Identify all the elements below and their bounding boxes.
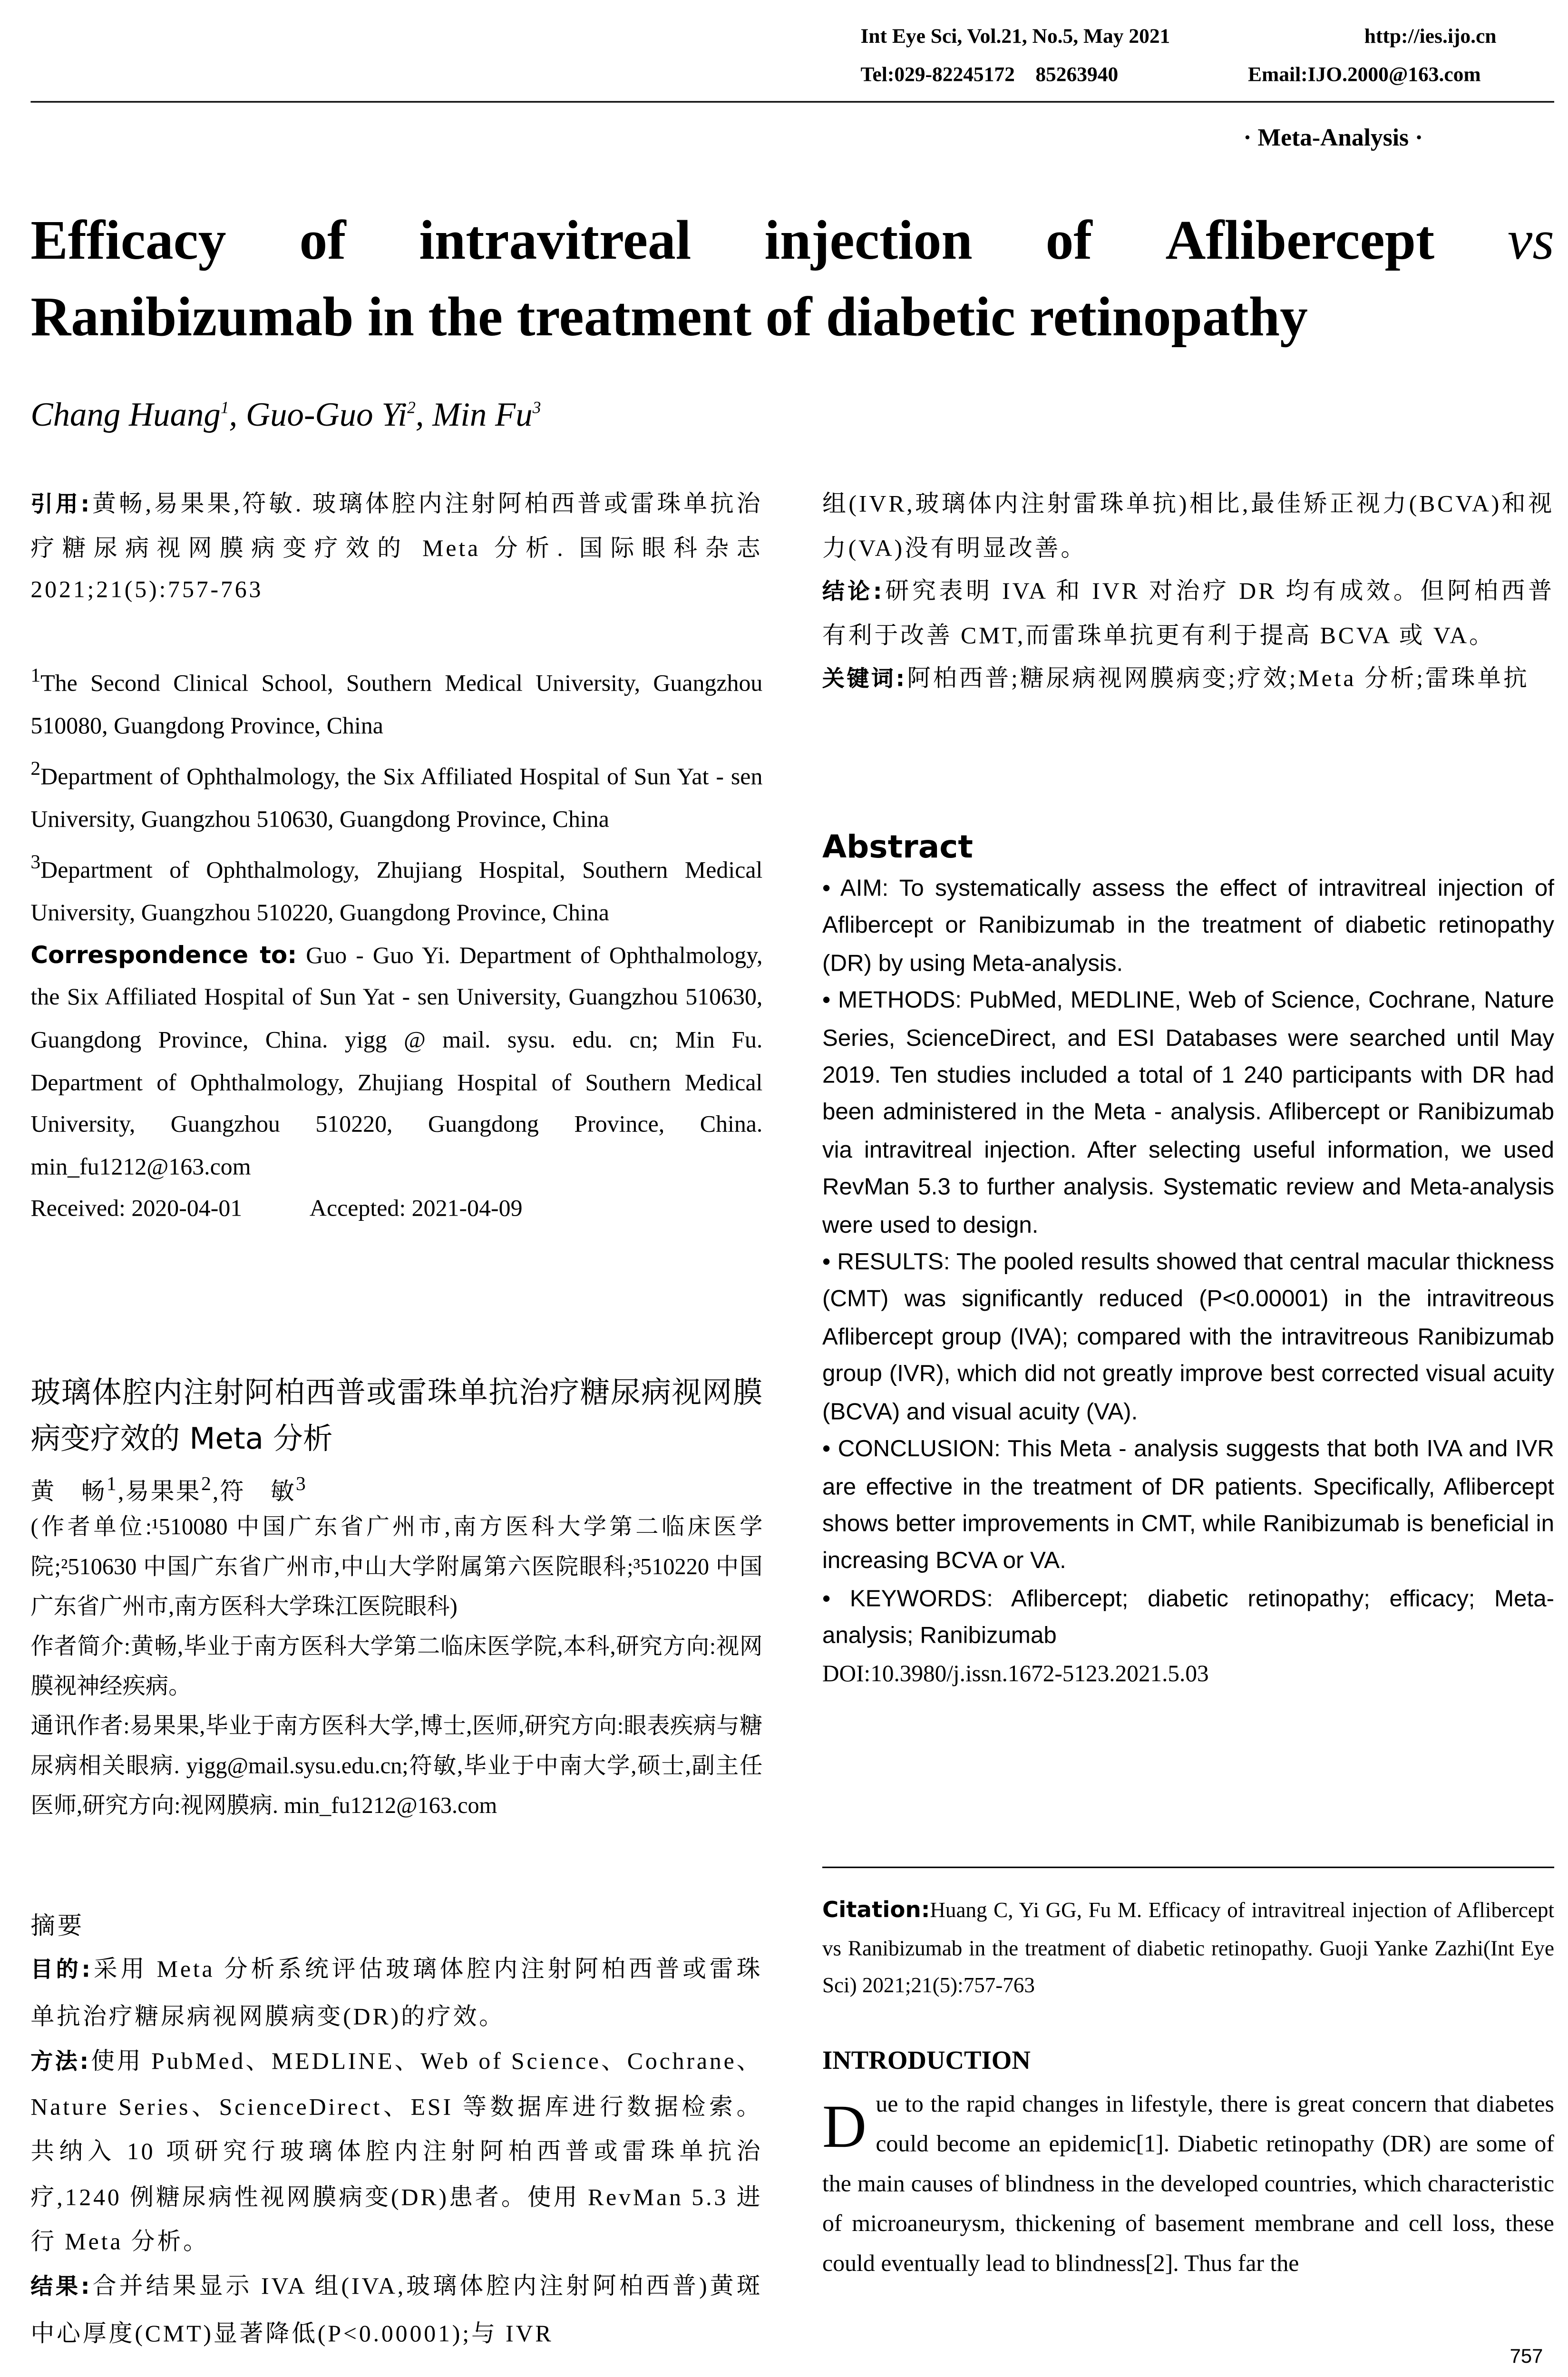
cn-conclusion-label: 结论: [822, 580, 885, 605]
cn-aim [30, 1948, 762, 2039]
cn-results [30, 2265, 762, 2357]
cn-author-sup: 2 [201, 1471, 213, 1495]
affiliation-text: Department of Ophthalmology, the Six Affiliated Hospital of Sun Yat - sen University, Guangzhou 510630, Guangdong Province, China [30, 764, 763, 833]
cn-author-name: 符 敏 [220, 1479, 296, 1506]
doi[interactable]: DOI:10.3980/j.issn.1672-5123.2021.5.03 [822, 1660, 1209, 1687]
cn-author-sep: , [117, 1479, 126, 1506]
cn-conclusion [822, 571, 1554, 659]
abstract-en [822, 871, 1554, 1694]
citation [822, 1893, 1554, 2007]
cn-author-notes [30, 1508, 762, 1827]
title-line-2: Ranibizumab in the treatment of diabetic retinopathy [30, 284, 1308, 348]
cn-abstract-head: 摘要 [30, 1911, 85, 1940]
conclusion-label: • CONCLUSION: [822, 1436, 1001, 1463]
received-date: Received: 2020-04-01 [30, 1196, 243, 1223]
cn-contact: 通讯作者:易果果,毕业于南方医科大学,博士,医师,研究方向:眼表疾病与糖尿病相关眼病. yigg@mail.sysu.edu.cn;符敏,毕业于中南大学,硕士,副主任医师,研究方向:视网膜病. min_fu1212@163.com [30, 1715, 763, 1820]
cn-abstract [30, 1903, 762, 2357]
author-name: Guo-Guo Yi [245, 395, 408, 434]
cn-author-sup: 3 [296, 1471, 308, 1495]
cn-citation [30, 484, 762, 612]
cn-author-list [30, 1462, 762, 1514]
aim [822, 871, 1554, 984]
title-word: intravitreal [419, 208, 691, 271]
correspondence [30, 935, 762, 1189]
dates [30, 1189, 762, 1231]
cn-results-cont: 组(IVR,玻璃体内注射雷珠单抗)相比,最佳矫正视力(BCVA)和视力(VA)没有明显改善。 [822, 491, 1554, 562]
title-line-1 [30, 202, 1554, 279]
affiliation-3 [30, 841, 762, 935]
title-word: of [1045, 208, 1092, 271]
cn-aim-text: 采用 Meta 分析系统评估玻璃体腔内注射阿柏西普或雷珠单抗治疗糖尿病视网膜病变(DR)的疗效。 [30, 1957, 763, 2030]
results [822, 1245, 1554, 1432]
cn-author-sup: 1 [106, 1471, 118, 1495]
author-name: Chang Huang [30, 395, 221, 434]
title-word: of [299, 208, 346, 271]
cn-author-intro: 作者简介:黄畅,毕业于南方医科大学第二临床医学院,本科,研究方向:视网膜视神经疾病。 [30, 1635, 763, 1700]
cn-methods [30, 2039, 762, 2265]
cn-title: 玻璃体腔内注射阿柏西普或雷珠单抗治疗糖尿病视网膜病变疗效的 Meta 分析 [30, 1375, 763, 1456]
cite-text: 黄畅,易果果,符敏. 玻璃体腔内注射阿柏西普或雷珠单抗治疗糖尿病视网膜病变疗效的 Meta 分析. 国际眼科杂志 2021;21(5):757-763 [30, 491, 763, 604]
accepted-date: Accepted: 2021-04-09 [309, 1196, 523, 1223]
cn-units: (作者单位:¹510080 中国广东省广州市,南方医科大学第二临床医学院;²510630 中国广东省广州市,中山大学附属第六医院眼科;³510220 中国广东省广州市,南方医科大学珠江医院眼科) [30, 1516, 763, 1620]
citation-label: Citation: [822, 1899, 930, 1923]
journal-tel: Tel:029-82245172 85263940 [860, 63, 1119, 86]
affiliation-text: Department of Ophthalmology, Zhujiang Hospital, Southern Medical University, Guangzhou 510220, Guangdong Province, China [30, 858, 763, 927]
affiliation-sup: 1 [30, 662, 41, 686]
cn-conclusion-text: 研究表明 IVA 和 IVR 对治疗 DR 均有成效。但阿柏西普有利于改善 CMT,而雷珠单抗更有利于提高 BCVA 或 VA。 [822, 579, 1554, 649]
keywords-label: • KEYWORDS: [822, 1586, 993, 1612]
header-rule [30, 101, 1554, 103]
results-text: The pooled results showed that central macular thickness (CMT) was significantly reduced (P<0.00001) in the intravitreous Aflibercept group (IVA); compared with the intravitreous Ranibizumab group (IVR), which did not greatly improve best corrected visual acuity (BCVA) and visual acuity (VA). [822, 1249, 1554, 1425]
title-word-italic: vs [1508, 208, 1554, 271]
citation-rule [822, 1867, 1554, 1868]
author-sup: 3 [532, 399, 541, 418]
title-word: Aflibercept [1165, 208, 1435, 271]
aim-label: • AIM: [822, 876, 889, 902]
cn-results-text: 合并结果显示 IVA 组(IVA,玻璃体腔内注射阿柏西普)黄斑中心厚度(CMT)显著降低(P<0.00001);与 IVR [30, 2274, 763, 2347]
drop-cap: D [822, 2092, 867, 2161]
affiliation-1 [30, 653, 762, 748]
results-label: • RESULTS: [822, 1249, 950, 1276]
intro-paragraph [822, 2085, 1554, 2285]
methods-text: PubMed, MEDLINE, Web of Science, Cochrane, Nature Series, ScienceDirect, and ESI Databases were searched until May 2019. Ten studies included a total of 1 240 participants with DR had been administered in the Meta - analysis. Aflibercept or Ranibizumab via intravitreal injection. After selecting useful information, we used RevMan 5.3 to further analysis. Systematic review and Meta-analysis were used to design. [822, 988, 1555, 1238]
author-name: Min Fu [432, 395, 533, 434]
left-column [30, 484, 762, 1231]
conclusion [822, 1432, 1554, 1581]
author-list [30, 395, 541, 435]
keywords-text: Aflibercept; diabetic retinopathy; efficacy; Meta-analysis; Ranibizumab [822, 1586, 1555, 1650]
cn-methods-label: 方法: [30, 2050, 91, 2075]
methods [822, 984, 1554, 1245]
cn-aim-label: 目的: [30, 1958, 93, 1984]
cite-label: 引用: [30, 493, 92, 518]
page-number: 757 [1510, 2344, 1543, 2367]
author-sep: , [229, 395, 246, 434]
journal-url[interactable]: http://ies.ijo.cn [1364, 24, 1497, 48]
affiliation-2 [30, 748, 762, 842]
title-word: injection [764, 208, 973, 271]
affiliation-sup: 2 [30, 756, 41, 780]
cn-author-name: 易果果 [125, 1479, 201, 1506]
journal-email[interactable]: Email:IJO.2000@163.com [1248, 63, 1481, 86]
journal-info: Int Eye Sci, Vol.21, No.5, May 2021 [860, 24, 1170, 48]
title-word: Efficacy [30, 208, 226, 271]
author-sup: 1 [220, 399, 229, 418]
affiliation-text: The Second Clinical School, Southern Medical University, Guangzhou 510080, Guangdong Province, China [30, 671, 763, 739]
aim-text: To systematically assess the effect of intravitreal injection of Aflibercept or Ranibizumab in the treatment of diabetic retinopathy (DR) by using Meta-analysis. [822, 876, 1554, 977]
citation-text: Huang C, Yi GG, Fu M. Efficacy of intravitreal injection of Aflibercept vs Ranibizumab in the treatment of diabetic retinopathy. Guoji Yanke Zazhi(Int Eye Sci) 2021;21(5):757-763 [822, 1900, 1554, 1998]
intro-heading: INTRODUCTION [822, 2046, 1031, 2075]
article-title [30, 202, 1554, 355]
intro-text: ue to the rapid changes in lifestyle, there is great concern that diabetes could become an epidemic[1]. Diabetic retinopathy (DR) are some of the main causes of blindness in the developed countries, which characteristic of microaneurysm, thickening of basement membrane and cell loss, these could eventually lead to blindness[2]. Thus far the [822, 2092, 1554, 2277]
correspondence-text: Guo - Guo Yi. Department of Ophthalmology, the Six Affiliated Hospital of Sun Yat - sen University, Guangzhou 510630, Guangdong Province, China. yigg @ mail. sysu. edu. cn; Min Fu. Department of Ophthalmology, Zhujiang Hospital of Southern Medical University, Guangzhou 510220, Guangdong Province, China. min_fu1212@163.com [30, 943, 763, 1180]
methods-label: • METHODS: [822, 988, 962, 1014]
cn-results-label: 结果: [30, 2276, 92, 2301]
conclusion-text: This Meta - analysis suggests that both IVA and IVR are effective in the treatment of DR patients. Specifically, Aflibercept shows better improvements in CMT, while Ranibizumab is beneficial in increasing BCVA or VA. [822, 1436, 1554, 1575]
abstract-heading: Abstract [822, 828, 973, 866]
cn-title-block [30, 1371, 762, 1514]
cn-author-name: 黄 畅 [30, 1479, 107, 1506]
section-label: · Meta-Analysis · [1243, 126, 1423, 152]
correspondence-label: Correspondence to: [30, 941, 297, 969]
cn-keywords-label: 关键词: [822, 667, 907, 692]
keywords [822, 1581, 1554, 1656]
author-sup: 2 [407, 399, 416, 418]
cn-author-sep: , [212, 1479, 220, 1506]
cn-keywords [822, 658, 1554, 702]
author-sep: , [415, 395, 433, 434]
cn-methods-text: 使用 PubMed、MEDLINE、Web of Science、Cochrane、Nature Series、ScienceDirect、ESI 等数据库进行数据检索。共纳入 10 项研究行玻璃体腔内注射阿柏西普或雷珠单抗治疗,1240 例糖尿病性视网膜病变(DR)患者。使用 RevMan 5.3 进行 Meta 分析。 [30, 2048, 763, 2256]
cn-keywords-text: 阿柏西普;糖尿病视网膜病变;疗效;Meta 分析;雷珠单抗 [907, 666, 1529, 692]
cn-abstract-cont [822, 484, 1554, 702]
affiliation-sup: 3 [30, 850, 41, 874]
